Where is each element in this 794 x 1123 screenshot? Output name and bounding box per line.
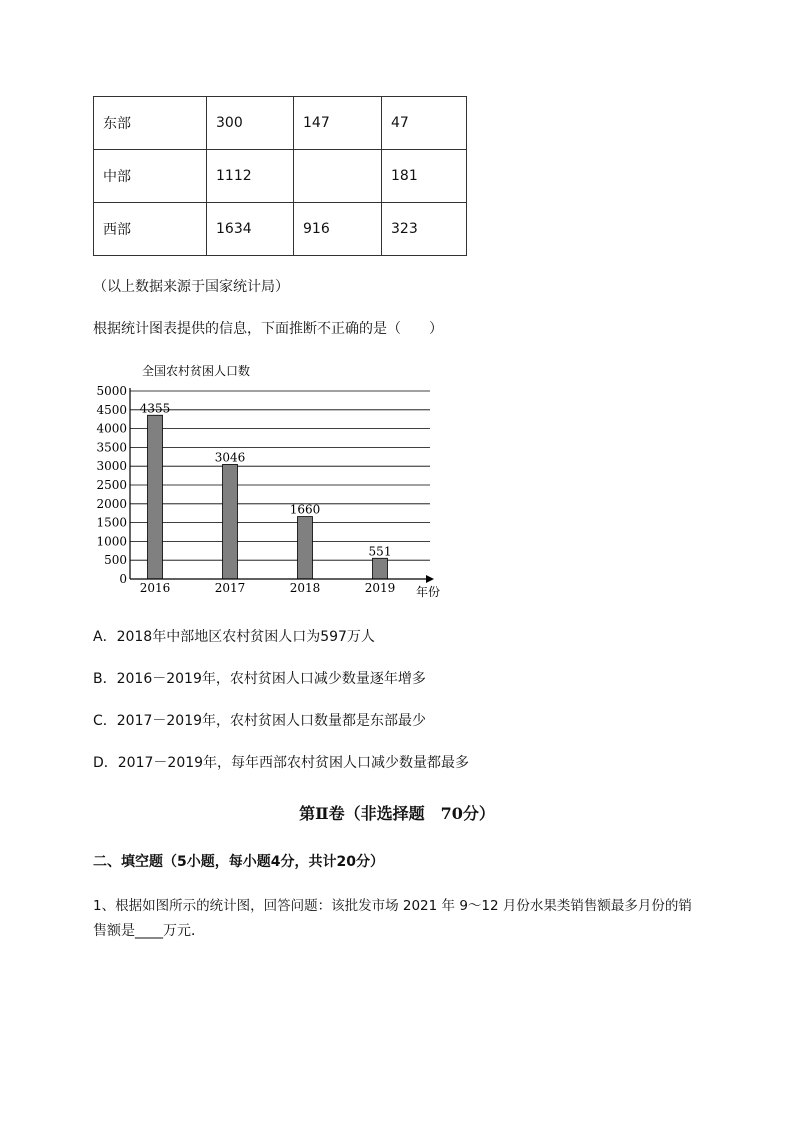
section-title: 第Ⅱ卷（非选择题 70分） <box>299 804 495 823</box>
x-axis-arrow-icon <box>426 575 434 583</box>
value-cell: 47 <box>382 97 467 150</box>
y-tick-label: 500 <box>104 553 127 568</box>
x-tick-label: 2017 <box>214 581 246 595</box>
y-tick-label: 5000 <box>96 384 127 398</box>
data-label: 3046 <box>214 450 246 465</box>
x-tick-label: 2016 <box>139 581 171 595</box>
x-tick-label: 2019 <box>364 581 396 595</box>
data-label: 4355 <box>139 401 171 416</box>
x-tick-label: 2018 <box>289 581 321 595</box>
source-note: （以上数据来源于国家统计局） <box>93 279 289 295</box>
y-tick-label: 1500 <box>96 515 127 530</box>
option-b: B．2016－2019年，农村贫困人口减少数量逐年增多 <box>93 671 426 687</box>
x-tick-labels <box>140 581 396 595</box>
bar <box>298 517 313 579</box>
question-1-line-1: 1、根据如图所示的统计图，回答问题：该批发市场 2021 年 9～12 月份水果类销售额最多月份的销 <box>93 898 692 914</box>
y-tick-label: 2000 <box>96 496 127 511</box>
value-cell: 323 <box>382 203 467 256</box>
y-tick-label: 0 <box>119 572 127 586</box>
y-tick-label: 4000 <box>96 421 127 436</box>
bar-chart <box>90 358 460 603</box>
option-d: D．2017－2019年，每年西部农村贫困人口减少数量都最多 <box>93 755 470 771</box>
y-tick-label: 3500 <box>96 440 127 455</box>
chart-grid <box>130 391 430 560</box>
option-c: C．2017－2019年，农村贫困人口数量都是东部最少 <box>93 713 427 729</box>
y-tick-label: 3000 <box>96 459 127 474</box>
region-cell: 西部 <box>94 203 207 256</box>
bar <box>223 464 238 579</box>
y-tick-label: 4500 <box>96 402 127 417</box>
question-1-line-2: 售额是____万元． <box>93 923 205 939</box>
value-cell: 300 <box>207 97 294 150</box>
region-cell: 东部 <box>94 97 207 150</box>
section-heading: 二、填空题（5小题，每小题4分，共计20分） <box>93 854 384 870</box>
data-labels <box>140 401 392 558</box>
value-cell: 181 <box>382 150 467 203</box>
table-row <box>94 150 467 203</box>
y-tick-label: 1000 <box>96 534 127 549</box>
x-axis-label: 年份 <box>416 585 441 599</box>
value-cell <box>294 150 382 203</box>
question-text: 根据统计图表提供的信息，下面推断不正确的是（ ） <box>93 321 443 337</box>
region-cell: 中部 <box>94 150 207 203</box>
data-label: 551 <box>368 544 392 559</box>
bar <box>148 415 163 579</box>
bars <box>148 415 388 579</box>
table-row <box>94 97 467 150</box>
bar <box>373 558 388 579</box>
option-a: A．2018年中部地区农村贫困人口为597万人 <box>93 629 375 645</box>
value-cell: 916 <box>294 203 382 256</box>
value-cell: 1112 <box>207 150 294 203</box>
data-label: 1660 <box>289 502 321 517</box>
chart-title: 全国农村贫困人口数 <box>142 364 251 378</box>
table-row <box>94 203 467 256</box>
y-tick-labels <box>96 384 127 586</box>
value-cell: 1634 <box>207 203 294 256</box>
population-table <box>93 96 467 256</box>
y-tick-label: 2500 <box>96 478 127 492</box>
value-cell: 147 <box>294 97 382 150</box>
